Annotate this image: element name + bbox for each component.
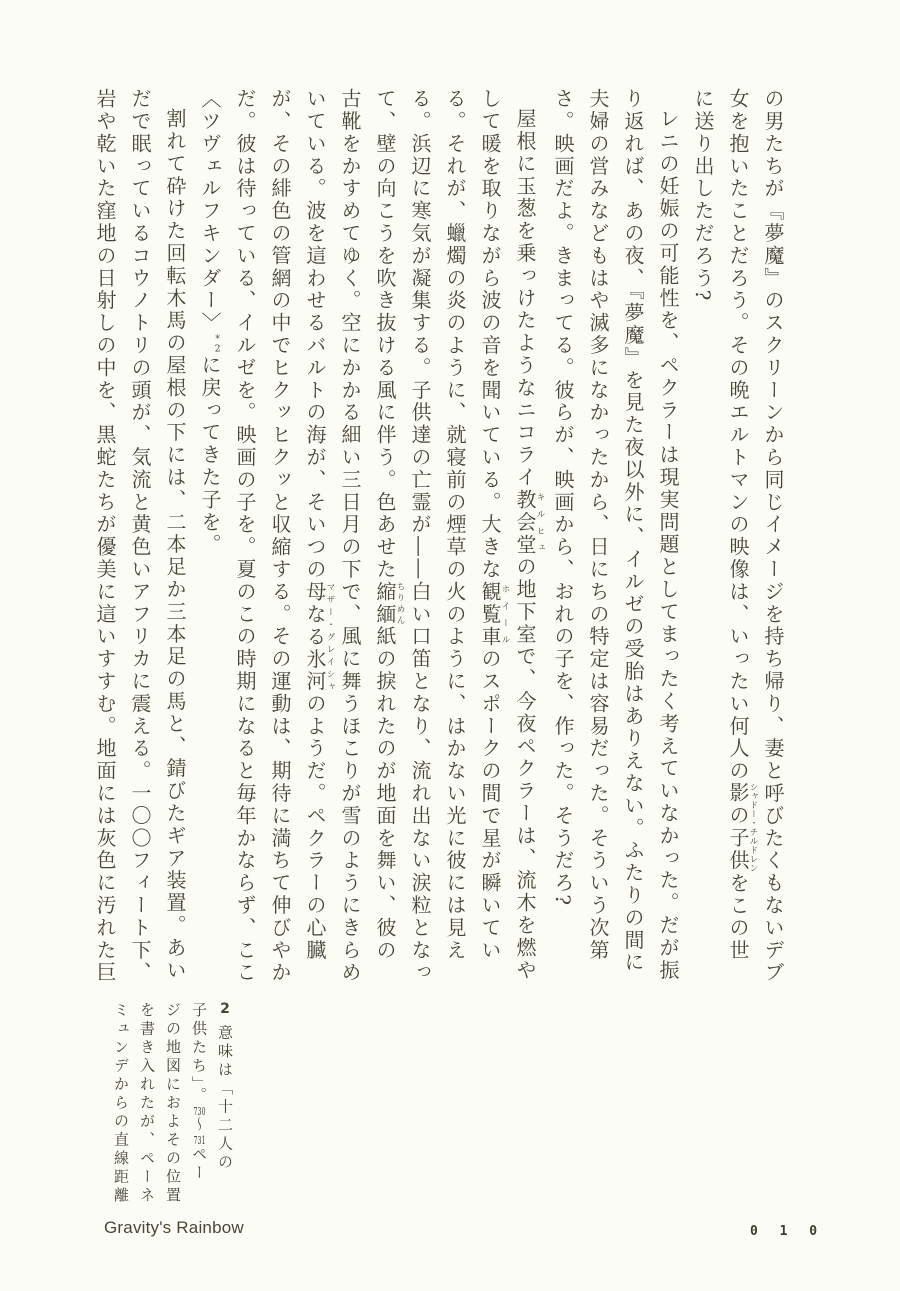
ruby-annotation: 母なる氷河マザー・グレイシャ [303, 580, 335, 693]
book-title-footer: Gravity's Rainbow [104, 1218, 244, 1237]
footnote-line: 子供たち」。730〜731ペー [190, 1002, 208, 1183]
paragraph: 割れて砕けた回転木馬の屋根の下には、二本足か三本足の馬と、錆びたギア装置。あいだで眠っているコウノトリの頭が、気流と黄色いアフリカに震える。一〇〇フィート下、岩や乾いた窪地の日射しの中を、黒蛇たちが優美に這いすすむ。地面には灰色に汚れた巨 [93, 88, 187, 984]
tatechuyoko-number: 730 [193, 1105, 206, 1117]
paragraph: の男たちが『夢魔』のスクリーンから同じイメージを持ち帰り、妻と呼びたくもないデブ女を抱いたことだろう。その晩エルトマンの映像は、いったい何人の影の子供シャドー・チルドレンをこの世に送り出しただろう? [691, 88, 785, 984]
tatechuyoko-number: 731 [193, 1135, 206, 1146]
paragraph: レニの妊娠の可能性を、ペクラーは現実問題としてまったく考えていなかった。だが振り返れば、あの夜、『夢魔』を見た夜以外に、イルゼの受胎はありえない。ふたりの間に夫婦の営みなどもはや滅多になかったから、日にちの特定は容易だった。そういう次第さ。映画だよ。きまってる。彼らが、映画から、おれの子を、作った。そうだろ? [551, 88, 680, 982]
ruby-annotation: 観覧車ホイール [478, 580, 510, 649]
footnote-line: 2 意味は「十二人の [216, 1002, 234, 1173]
footnote [108, 1002, 238, 1212]
footnote-line: ジの地図におよその位置 [164, 1002, 182, 1206]
footnote-line: ミュンデからの直線距離 [112, 1002, 130, 1206]
paragraph: 屋根に玉葱を乗っけたようなニコライ教会堂キルヒェの地下室で、今夜ペクラーは、流木を燃やして暖を取りながら波の音を聞いている。大きな観覧車ホイールのスポークの間で星が瞬いている。それが、蠟燭の炎のように、就寝前の煙草の火のように、はかない光に彼には見える。浜辺に寒気が凝集する。子供達の亡霊が――白い口笛となり、流れ出ない涙粒となって、壁の向こうを吹き抜ける風に伴う。色あせた縮緬ちりめん紙の捩れたのが地面を舞い、彼の古靴をかすめてゆく。空にかかる細い三日月の下で、風に舞うほこりが雪のようにきらめいている。波を這わせるバルトの海が、そいつの母なる氷河マザー・グレイシャのようだ。ペクラーの心臓が、その緋色の管網の中でヒクッヒクッと収縮する。その運動は、期待に満ちて伸びやかだ。彼は待っている、イルゼを。映画の子を。夏のこの時期になると毎年かならず、ここ〈ツヴェルフキンダー〉$^{*2}$に戻ってきた子を。 [198, 88, 545, 984]
main-text [87, 88, 790, 984]
footnote-line: を書き入れたが、ペーネ [138, 1002, 156, 1206]
footnote-marker: *2 [212, 334, 223, 355]
ruby-annotation: 教会堂キルヒェ [513, 488, 545, 557]
ruby-annotation: 影の子供シャドー・チルドレン [726, 782, 758, 873]
footnote-number: 2 [220, 1002, 230, 1016]
page-number: 0 1 0 [750, 1224, 825, 1239]
ruby-annotation: 縮緬ちりめん [373, 580, 405, 626]
